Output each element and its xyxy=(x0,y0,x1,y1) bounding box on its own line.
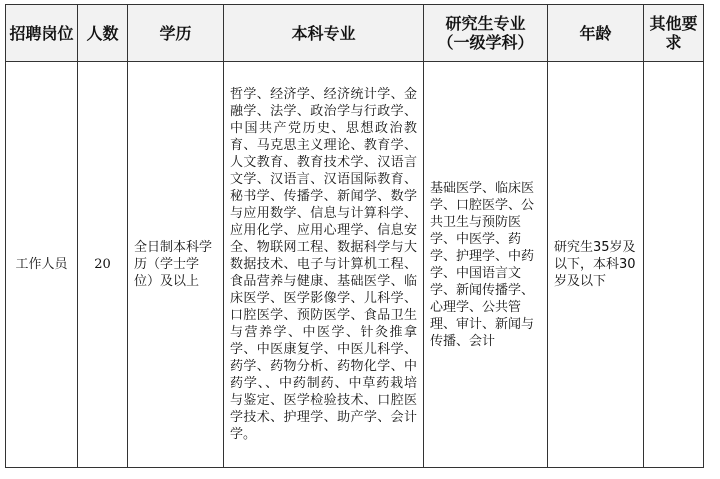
cell-other xyxy=(644,62,704,468)
table-row xyxy=(6,62,704,468)
cell-grad-major: 基础医学、临床医学、口腔医学、公共卫生与预防医学、中医学、药学、护理学、中药学、中国语言文学、新闻传播学、心理学、公共管理、审计、新闻与传播、会计 xyxy=(424,62,548,468)
cell-education: 全日制本科学历（学士学位）及以上 xyxy=(128,62,224,468)
cell-count: 20 xyxy=(78,62,128,468)
cell-undergrad-major: 哲学、经济学、经济统计学、金融学、法学、政治学与行政学、中国共产党历史、思想政治教育、马克思主义理论、教育学、人文教育、教育技术学、汉语言文学、汉语言、汉语国际教育、秘书学、传播学、新闻学、数学与应用数学、信息与计算科学、应用化学、应用心理学、信息安全、物联网工程、数据科学与大数据技术、电子与计算机工程、食品营养与健康、基础医学、临床医学、医学影像学、儿科学、口腔医学、预防医学、食品卫生与营养学、中医学、针灸推拿学、中医康复学、中医儿科学、药学、药物分析、药物化学、中药学、、中药制药、中草药栽培与鉴定、医学检验技术、口腔医学技术、护理学、助产学、会计学。 xyxy=(224,62,424,468)
header-age: 年龄 xyxy=(548,5,644,62)
header-grad-major-line1: 研究生专业 xyxy=(445,14,526,33)
header-grad-major-line2: （一级学科） xyxy=(437,33,534,52)
header-row xyxy=(6,5,704,62)
header-grad-major xyxy=(424,5,548,62)
header-other: 其他要求 xyxy=(644,5,704,62)
recruitment-table xyxy=(5,4,704,468)
header-undergrad-major: 本科专业 xyxy=(224,5,424,62)
header-count: 人数 xyxy=(78,5,128,62)
cell-position: 工作人员 xyxy=(6,62,78,468)
header-education: 学历 xyxy=(128,5,224,62)
cell-age: 研究生35岁及以下，本科30岁及以下 xyxy=(548,62,644,468)
header-position: 招聘岗位 xyxy=(6,5,78,62)
